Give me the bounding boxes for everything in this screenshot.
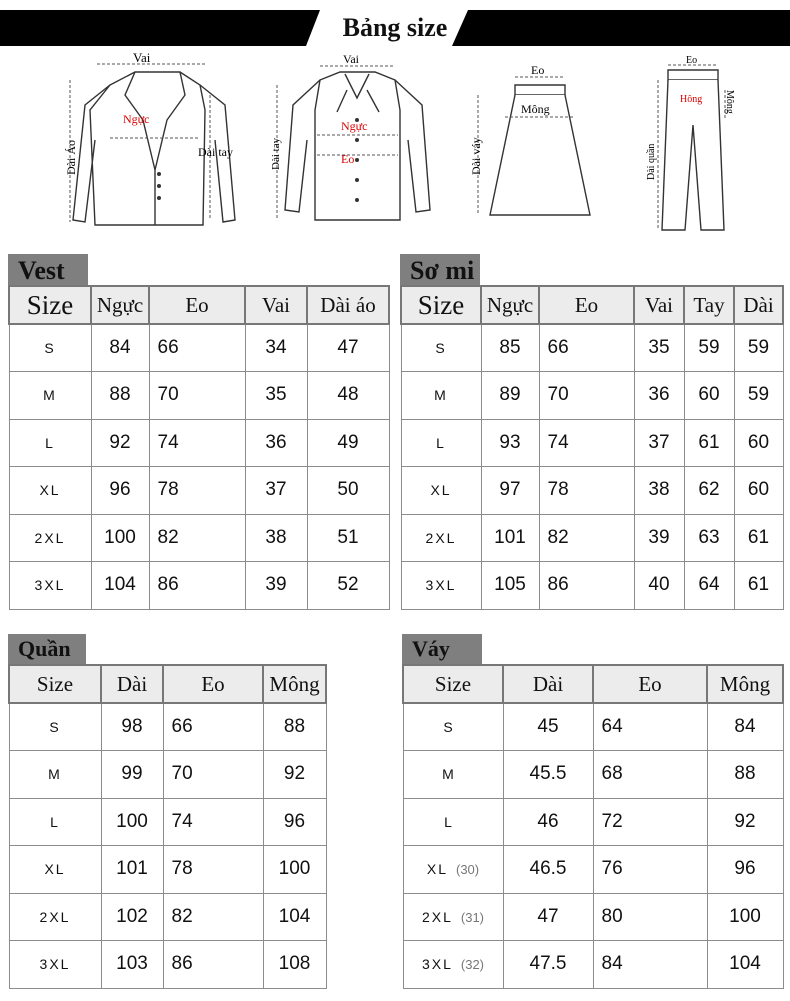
pants-table-row	[9, 893, 326, 941]
vest-value-cell: 66	[149, 324, 245, 372]
skirt-table-row	[403, 703, 783, 751]
shirt-value-cell: 66	[539, 324, 634, 372]
shirt-col-chest: Ngực	[481, 286, 539, 324]
pants-value-cell: 92	[263, 751, 326, 799]
vest-value-cell: 38	[245, 514, 307, 562]
shirt-value-cell: 61	[734, 562, 783, 610]
vest-value-cell: 36	[245, 419, 307, 467]
vest-value-cell: 100	[91, 514, 149, 562]
pants-value-cell: 103	[101, 941, 163, 989]
vest-value-cell: 74	[149, 419, 245, 467]
vest-value-cell: 34	[245, 324, 307, 372]
skirt-size-cell	[403, 941, 503, 989]
skirt-value-cell: 72	[593, 798, 707, 846]
shirt-value-cell: 60	[734, 467, 783, 515]
skirt-value-cell: 84	[593, 941, 707, 989]
skirt-alt-size: (32)	[460, 957, 485, 973]
skirt-value-cell: 88	[707, 751, 783, 799]
pants-value-cell: 100	[263, 846, 326, 894]
shirt-section-title: Sơ mi	[400, 254, 480, 288]
shirt-value-cell: 93	[481, 419, 539, 467]
shirt-col-waist: Eo	[539, 286, 634, 324]
vest-value-cell: 48	[307, 372, 389, 420]
pants-value-cell: 78	[163, 846, 263, 894]
pants-size-cell	[9, 798, 101, 846]
shirt-value-cell: 59	[734, 324, 783, 372]
pants-size-label: M	[48, 766, 62, 783]
shirt-waist-label: Eo	[341, 152, 355, 166]
pants-col-size: Size	[9, 665, 101, 703]
skirt-alt-size: (31)	[460, 909, 485, 925]
skirt-length-label: Dài váy	[469, 137, 483, 175]
skirt-value-cell: 46.5	[503, 846, 593, 894]
shirt-size-label: S	[435, 340, 447, 356]
shirt-col-sleeve: Tay	[684, 286, 734, 324]
pants-table-row	[9, 751, 326, 799]
skirt-table-row	[403, 798, 783, 846]
skirt-waist-label: Eo	[531, 63, 545, 77]
skirt-value-cell: 68	[593, 751, 707, 799]
skirt-value-cell: 45.5	[503, 751, 593, 799]
pants-value-cell: 86	[163, 941, 263, 989]
skirt-size-cell	[403, 751, 503, 799]
shirt-value-cell: 78	[539, 467, 634, 515]
pants-table-row	[9, 703, 326, 751]
shirt-value-cell: 39	[634, 514, 684, 562]
vest-section-title: Vest	[8, 254, 88, 288]
shirt-size-cell	[401, 514, 481, 562]
pants-value-cell: 102	[101, 893, 163, 941]
shirt-value-cell: 60	[684, 372, 734, 420]
pants-value-cell: 108	[263, 941, 326, 989]
skirt-size-label: 2XL	[421, 908, 453, 925]
vest-size-cell	[9, 419, 91, 467]
pants-value-cell: 101	[101, 846, 163, 894]
skirt-size-label: L	[444, 813, 454, 830]
shirt-value-cell: 36	[634, 372, 684, 420]
skirt-table-row	[403, 893, 783, 941]
shirt-value-cell: 61	[684, 419, 734, 467]
skirt-value-cell: 80	[593, 893, 707, 941]
shirt-value-cell: 101	[481, 514, 539, 562]
pants-col-hip: Mông	[263, 665, 326, 703]
vest-size-cell	[9, 372, 91, 420]
vest-size-label: XL	[39, 482, 61, 499]
pants-section-title: Quần	[8, 634, 86, 664]
skirt-size-table	[402, 664, 784, 989]
jacket-sleeve-label: Dài tay	[198, 145, 233, 159]
pants-diagram	[640, 50, 740, 240]
shirt-value-cell: 59	[734, 372, 783, 420]
vest-col-size: Size	[9, 286, 91, 324]
shirt-value-cell: 97	[481, 467, 539, 515]
vest-col-waist: Eo	[149, 286, 245, 324]
pants-size-cell	[9, 941, 101, 989]
vest-size-cell	[9, 467, 91, 515]
pants-value-cell: 98	[101, 703, 163, 751]
vest-value-cell: 96	[91, 467, 149, 515]
pants-table-row	[9, 846, 326, 894]
vest-value-cell: 51	[307, 514, 389, 562]
vest-col-length: Dài áo	[307, 286, 389, 324]
skirt-size-cell	[403, 893, 503, 941]
shirt-value-cell: 82	[539, 514, 634, 562]
pants-hip-label: Mông	[724, 90, 735, 114]
vest-header-row	[9, 286, 389, 324]
shirt-value-cell: 63	[684, 514, 734, 562]
pants-value-cell: 82	[163, 893, 263, 941]
shirt-size-cell	[401, 324, 481, 372]
jacket-length-label: Dài Áo	[64, 140, 78, 175]
pants-size-label: 2XL	[39, 908, 71, 925]
pants-size-label: S	[49, 719, 61, 735]
pants-value-cell: 74	[163, 798, 263, 846]
skirt-hip-label: Mông	[521, 102, 550, 116]
pants-size-label: L	[50, 813, 60, 830]
shirt-value-cell: 59	[684, 324, 734, 372]
vest-value-cell: 39	[245, 562, 307, 610]
vest-value-cell: 52	[307, 562, 389, 610]
shirt-value-cell: 40	[634, 562, 684, 610]
skirt-value-cell: 96	[707, 846, 783, 894]
skirt-size-label: 3XL	[421, 956, 453, 973]
vest-size-label: M	[43, 387, 57, 404]
vest-table-row	[9, 419, 389, 467]
skirt-col-waist: Eo	[593, 665, 707, 703]
jacket-chest-label: Ngực	[123, 112, 150, 126]
shirt-value-cell: 61	[734, 514, 783, 562]
vest-table-row	[9, 514, 389, 562]
pants-size-cell	[9, 703, 101, 751]
vest-value-cell: 37	[245, 467, 307, 515]
shirt-sleeve-label: Dài tay	[270, 137, 282, 170]
pants-value-cell: 100	[101, 798, 163, 846]
shirt-size-cell	[401, 467, 481, 515]
shirt-value-cell: 37	[634, 419, 684, 467]
vest-size-cell	[9, 514, 91, 562]
shirt-value-cell: 60	[734, 419, 783, 467]
skirt-value-cell: 46	[503, 798, 593, 846]
skirt-col-length: Dài	[503, 665, 593, 703]
shirt-value-cell: 62	[684, 467, 734, 515]
shirt-size-label: 3XL	[425, 577, 457, 594]
vest-value-cell: 78	[149, 467, 245, 515]
vest-size-label: 2XL	[34, 529, 66, 546]
vest-value-cell: 92	[91, 419, 149, 467]
shirt-size-cell	[401, 419, 481, 467]
pants-size-label: 3XL	[39, 956, 71, 973]
vest-size-label: 3XL	[34, 577, 66, 594]
shirt-diagram	[265, 50, 445, 235]
shirt-shoulder-label: Vai	[343, 52, 359, 66]
pants-size-cell	[9, 893, 101, 941]
shirt-size-label: 2XL	[425, 529, 457, 546]
shirt-size-label: XL	[430, 482, 452, 499]
vest-size-label: S	[44, 340, 56, 356]
vest-value-cell: 84	[91, 324, 149, 372]
vest-col-shoulder: Vai	[245, 286, 307, 324]
skirt-diagram	[460, 55, 610, 225]
pants-header-row	[9, 665, 326, 703]
shirt-table-row	[401, 324, 783, 372]
pants-col-waist: Eo	[163, 665, 263, 703]
vest-size-cell	[9, 324, 91, 372]
pants-value-cell: 70	[163, 751, 263, 799]
size-chart-banner	[0, 10, 790, 46]
pants-size-label: XL	[44, 861, 66, 878]
jacket-shoulder-label: Vai	[133, 50, 151, 65]
skirt-size-label: XL	[426, 861, 448, 878]
pants-table-row	[9, 941, 326, 989]
vest-value-cell: 86	[149, 562, 245, 610]
skirt-table-row	[403, 751, 783, 799]
shirt-col-shoulder: Vai	[634, 286, 684, 324]
shirt-table-row	[401, 514, 783, 562]
vest-size-cell	[9, 562, 91, 610]
vest-size-table	[8, 285, 390, 610]
pants-length-label: Dài quần	[646, 143, 657, 180]
skirt-value-cell: 100	[707, 893, 783, 941]
pants-value-cell: 66	[163, 703, 263, 751]
skirt-size-cell	[403, 846, 503, 894]
pants-value-cell: 104	[263, 893, 326, 941]
shirt-value-cell: 74	[539, 419, 634, 467]
shirt-size-table	[400, 285, 784, 610]
vest-value-cell: 104	[91, 562, 149, 610]
shirt-size-cell	[401, 562, 481, 610]
skirt-value-cell: 45	[503, 703, 593, 751]
jacket-diagram	[55, 50, 255, 235]
shirt-value-cell: 85	[481, 324, 539, 372]
skirt-section-title: Váy	[402, 634, 482, 664]
shirt-size-label: L	[436, 434, 446, 451]
shirt-value-cell: 105	[481, 562, 539, 610]
pants-col-length: Dài	[101, 665, 163, 703]
skirt-col-hip: Mông	[707, 665, 783, 703]
shirt-value-cell: 70	[539, 372, 634, 420]
skirt-table-row	[403, 941, 783, 989]
skirt-value-cell: 92	[707, 798, 783, 846]
shirt-table-row	[401, 419, 783, 467]
shirt-value-cell: 35	[634, 324, 684, 372]
vest-value-cell: 88	[91, 372, 149, 420]
pants-size-cell	[9, 751, 101, 799]
vest-size-label: L	[45, 434, 55, 451]
vest-value-cell: 47	[307, 324, 389, 372]
shirt-size-cell	[401, 372, 481, 420]
vest-value-cell: 50	[307, 467, 389, 515]
shirt-value-cell: 86	[539, 562, 634, 610]
pants-size-cell	[9, 846, 101, 894]
vest-table-row	[9, 324, 389, 372]
vest-col-chest: Ngực	[91, 286, 149, 324]
banner-title: Bảng size	[342, 13, 448, 42]
shirt-table-row	[401, 562, 783, 610]
shirt-table-row	[401, 467, 783, 515]
shirt-value-cell: 38	[634, 467, 684, 515]
vest-table-row	[9, 467, 389, 515]
skirt-size-cell	[403, 798, 503, 846]
skirt-value-cell: 84	[707, 703, 783, 751]
skirt-size-label: S	[443, 719, 455, 735]
vest-value-cell: 70	[149, 372, 245, 420]
skirt-alt-size: (30)	[456, 862, 480, 878]
vest-value-cell: 35	[245, 372, 307, 420]
pants-value-cell: 96	[263, 798, 326, 846]
skirt-value-cell: 47	[503, 893, 593, 941]
pants-waist-label: Eo	[686, 55, 698, 66]
skirt-col-size: Size	[403, 665, 503, 703]
pants-table-row	[9, 798, 326, 846]
shirt-chest-label: Ngực	[341, 119, 368, 133]
vest-table-row	[9, 562, 389, 610]
vest-value-cell: 49	[307, 419, 389, 467]
skirt-table-row	[403, 846, 783, 894]
pants-value-cell: 88	[263, 703, 326, 751]
shirt-header-row	[401, 286, 783, 324]
skirt-value-cell: 47.5	[503, 941, 593, 989]
shirt-table-row	[401, 372, 783, 420]
vest-table-row	[9, 372, 389, 420]
vest-value-cell: 82	[149, 514, 245, 562]
skirt-size-cell	[403, 703, 503, 751]
shirt-value-cell: 64	[684, 562, 734, 610]
skirt-header-row	[403, 665, 783, 703]
skirt-value-cell: 76	[593, 846, 707, 894]
shirt-col-size: Size	[401, 286, 481, 324]
shirt-col-length: Dài	[734, 286, 783, 324]
shirt-value-cell: 89	[481, 372, 539, 420]
pants-hip-red-label: Hông	[680, 94, 703, 105]
skirt-size-label: M	[442, 766, 456, 783]
skirt-value-cell: 104	[707, 941, 783, 989]
skirt-value-cell: 64	[593, 703, 707, 751]
shirt-size-label: M	[434, 387, 448, 404]
pants-value-cell: 99	[101, 751, 163, 799]
pants-size-table	[8, 664, 327, 989]
